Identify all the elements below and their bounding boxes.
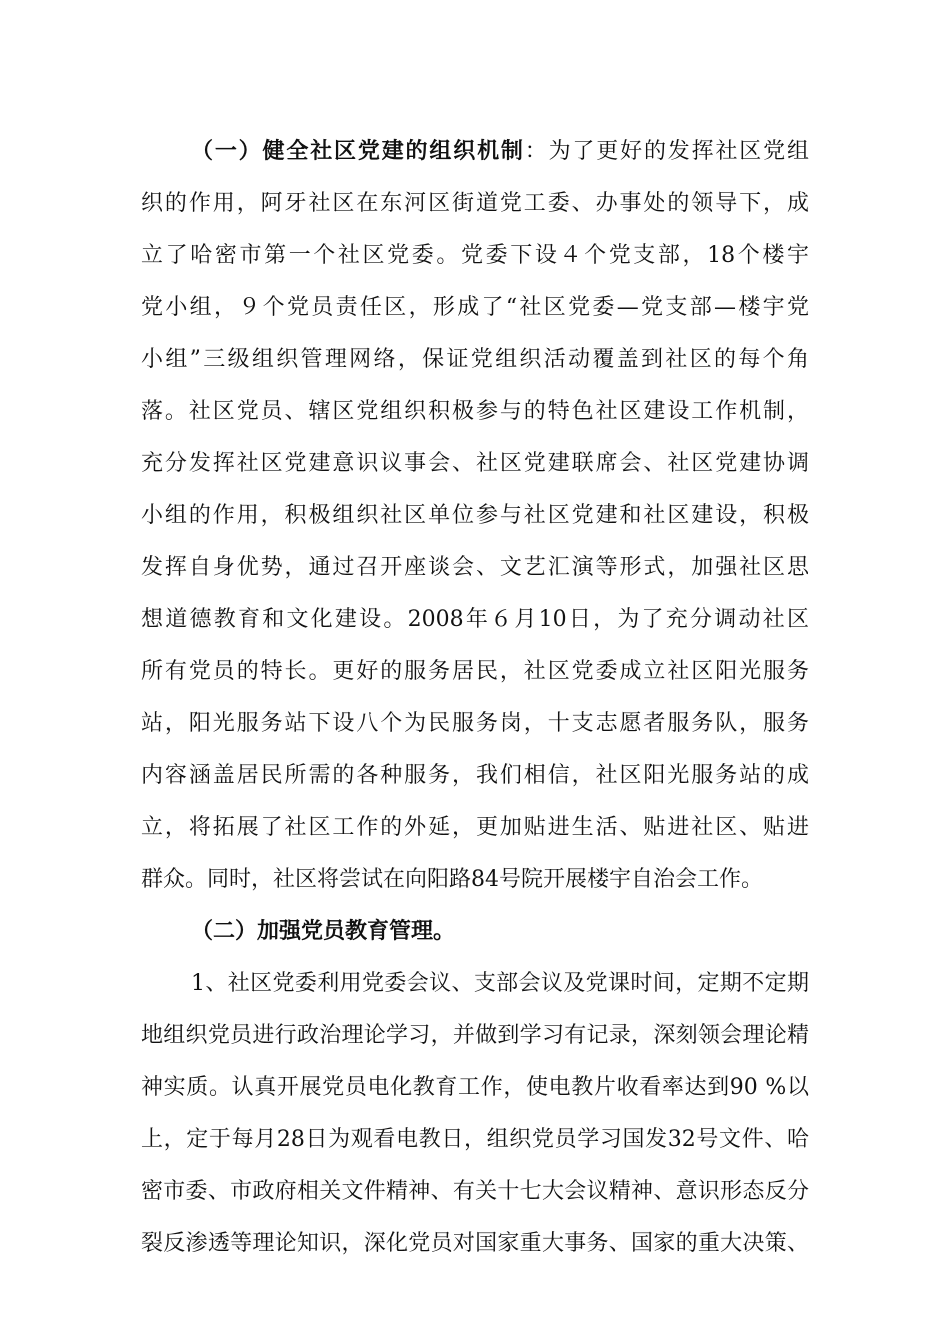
paragraph-line: 上，定于每月28日为观看电教日，组织党员学习国发32号文件、哈	[141, 1127, 809, 1152]
paragraph-line: 站，阳光服务站下设八个为民服务岗，十支志愿者服务队，服务	[141, 711, 809, 736]
paragraph-line: 充分发挥社区党建意识议事会、社区党建联席会、社区党建协调	[141, 451, 809, 476]
paragraph-line: 地组织党员进行政治理论学习，并做到学习有记录，深刻领会理论精	[141, 1023, 809, 1048]
paragraph-line: 1、社区党委利用党委会议、支部会议及党课时间，定期不定期	[191, 971, 809, 996]
paragraph-line: 织的作用，阿牙社区在东河区街道党工委、办事处的领导下，成	[141, 191, 809, 216]
paragraph-line: 党小组，９个党员责任区，形成了“社区党委—党支部—楼宇党	[141, 295, 809, 320]
paragraph-text: ：为了更好的发挥社区党组	[524, 139, 809, 164]
section-heading: （二）加强党员教育管理。	[191, 919, 456, 944]
paragraph-line: 内容涵盖居民所需的各种服务，我们相信，社区阳光服务站的成	[141, 763, 809, 788]
paragraph-line: 群众。同时，社区将尝试在向阳路84号院开展楼宇自治会工作。	[141, 867, 763, 892]
section-heading: （一）健全社区党建的组织机制	[191, 139, 525, 164]
paragraph-line: 立，将拓展了社区工作的外延，更加贴进生活、贴进社区、贴进	[141, 815, 809, 840]
paragraph-line: 小组”三级组织管理网络，保证党组织活动覆盖到社区的每个角	[141, 347, 809, 372]
paragraph-line: 立了哈密市第一个社区党委。党委下设４个党支部，18个楼宇	[141, 243, 809, 268]
paragraph-line: 裂反渗透等理论知识，深化党员对国家重大事务、国家的重大决策、	[141, 1231, 809, 1256]
paragraph-line: 落。社区党员、辖区党组织积极参与的特色社区建设工作机制，	[141, 399, 809, 424]
paragraph-line: 神实质。认真开展党员电化教育工作，使电教片收看率达到90 %以	[141, 1075, 809, 1100]
paragraph-line: 所有党员的特长。更好的服务居民，社区党委成立社区阳光服务	[141, 659, 809, 684]
paragraph-line: 小组的作用，积极组织社区单位参与社区党建和社区建设，积极	[141, 503, 809, 528]
paragraph-line: 密市委、市政府相关文件精神、有关十七大会议精神、意识形态反分	[141, 1179, 809, 1204]
paragraph-line: 想道德教育和文化建设。2008年６月10日，为了充分调动社区	[141, 607, 809, 632]
paragraph-line	[191, 134, 809, 170]
paragraph-line: 发挥自身优势，通过召开座谈会、文艺汇演等形式，加强社区思	[141, 555, 809, 580]
